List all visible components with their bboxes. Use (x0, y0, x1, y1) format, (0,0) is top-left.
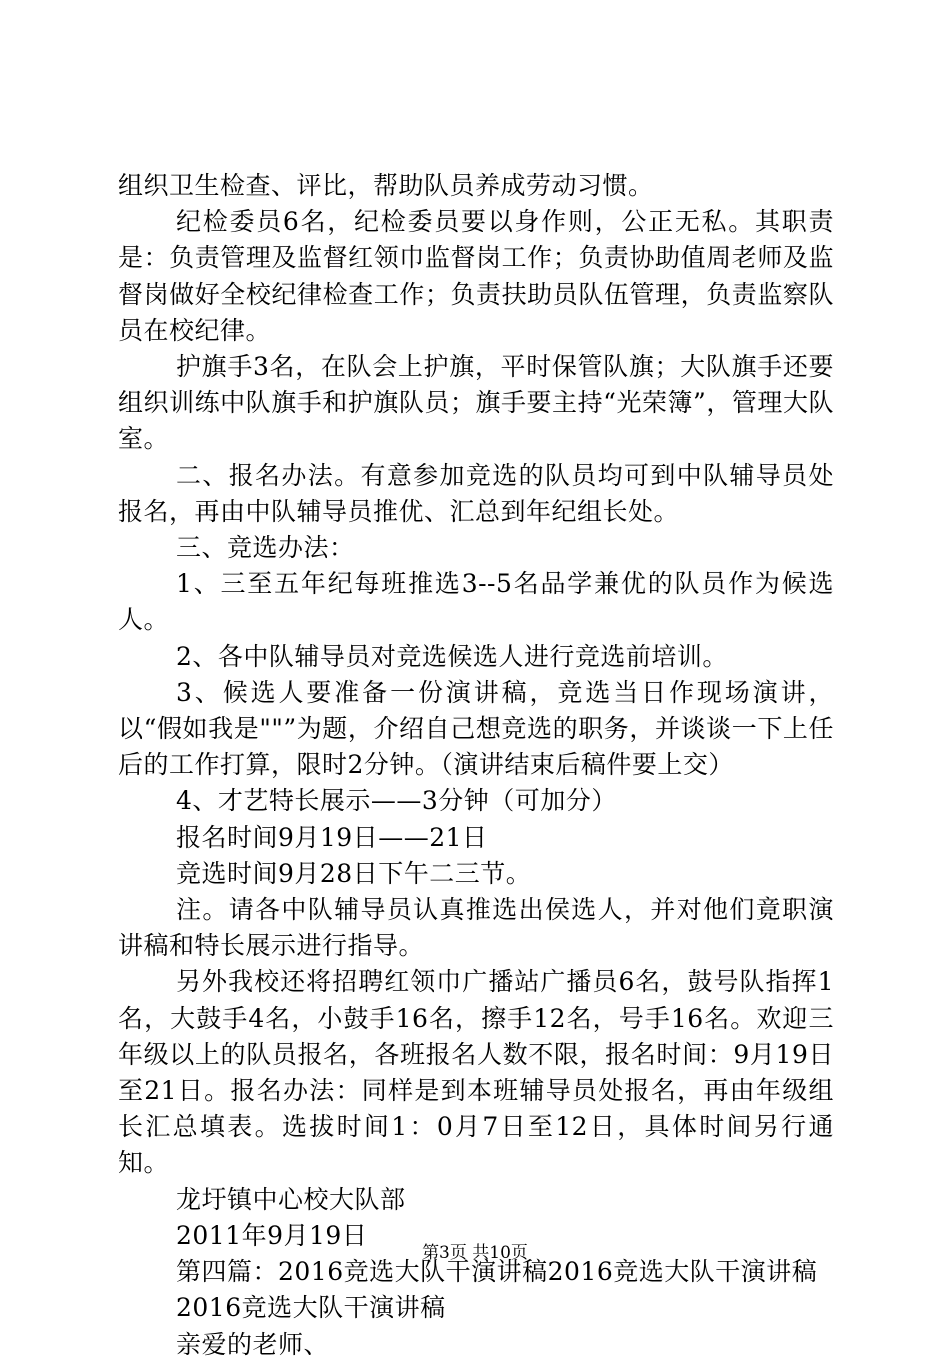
paragraph-15: 2011年9月19日 (176, 1220, 368, 1250)
paragraph-5: 三、竞选办法： (176, 533, 355, 563)
paragraph-2: 纪检委员6名，纪检委员要以身作则，公正无私。其职责是：负责管理及监督红领巾监督岗工作；负责协助值周老师及监督岗做好全校纪律检查工作；负责扶助员队伍管理，负责监察队员在校纪律。 (118, 207, 834, 345)
document-body (118, 168, 834, 1363)
page-number-footer: 第3页 共10页 (422, 1243, 528, 1263)
paragraph-11: 竞选时间9月28日下午二三节。 (176, 858, 532, 888)
paragraph-17: 2016竞选大队干演讲稿 (176, 1293, 446, 1323)
paragraph-8: 3、候选人要准备一份演讲稿，竞选当日作现场演讲，以“假如我是""”为题，介绍自己想竞选的职务，并谈谈一下上任后的工作打算，限时2分钟。（演讲结束后稿件要上交） (118, 677, 834, 780)
paragraph-18: 亲爱的老师、 (176, 1329, 330, 1359)
paragraph-10: 报名时间9月19日——21日 (176, 822, 488, 852)
paragraph-14: 龙圩镇中心校大队部 (176, 1184, 406, 1214)
paragraph-6: 1、三至五年纪每班推选3--5名品学兼优的队员作为候选人。 (118, 569, 834, 635)
paragraph-16: 第四篇：2016竞选大队干演讲稿2016竞选大队干演讲稿 (176, 1257, 818, 1287)
paragraph-12: 注。请各中队辅导员认真推选出侯选人，并对他们竟职演讲稿和特长展示进行指导。 (118, 895, 834, 961)
paragraph-13: 另外我校还将招聘红领巾广播站广播员6名，鼓号队指挥1名，大鼓手4名，小鼓手16名，擦手12名，号手16名。欢迎三年级以上的队员报名，各班报名人数不限，报名时间：9月19日至21日。报名办法：同样是到本班辅导员处报名，再由年级组长汇总填表。选拔时间1：0月7日至12日，具体时间另行通知。 (118, 967, 834, 1178)
paragraph-4: 二、报名办法。有意参加竞选的队员均可到中队辅导员处报名，再由中队辅导员推优、汇总到年纪组长处。 (118, 460, 834, 526)
paragraph-1: 组织卫生检查、评比，帮助队员养成劳动习惯。 (118, 171, 654, 200)
paragraph-3: 护旗手3名，在队会上护旗，平时保管队旗；大队旗手还要组织训练中队旗手和护旗队员；旗手要主持“光荣簿”，管理大队室。 (118, 352, 834, 454)
paragraph-9: 4、才艺特长展示——3分钟（可加分） (176, 786, 617, 816)
paragraph-7: 2、各中队辅导员对竞选候选人进行竞选前培训。 (176, 641, 728, 671)
